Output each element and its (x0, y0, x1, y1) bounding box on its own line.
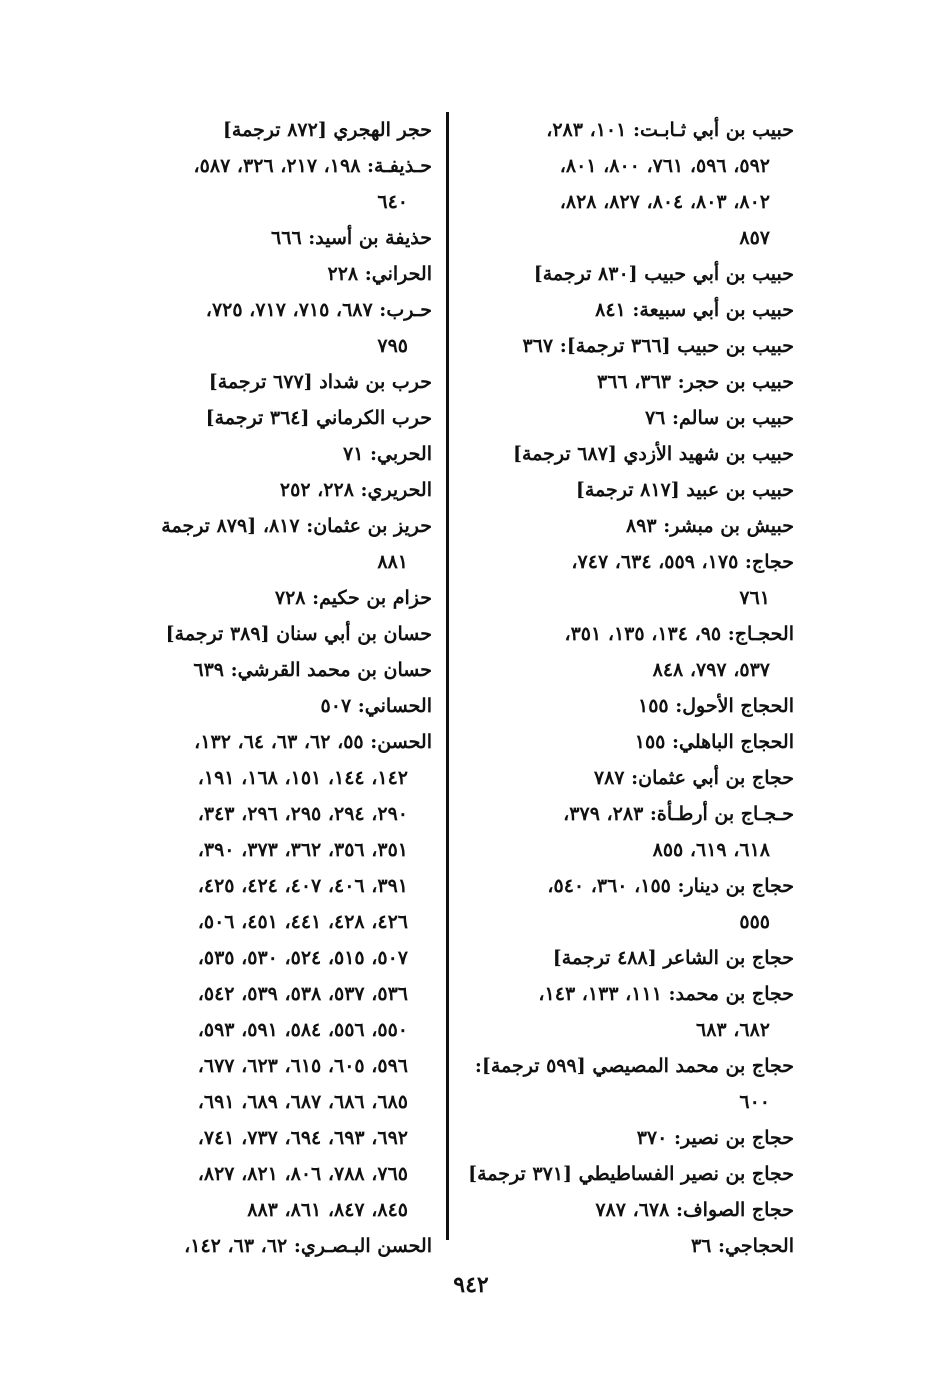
index-entry (464, 256, 794, 292)
index-entry-heading: حجاج بن نصير: ٣٧٠ (636, 1127, 794, 1149)
index-entry-continuation: ٦٨٥، ٦٨٦، ٦٨٧، ٦٨٩، ٦٩١، (197, 1091, 408, 1113)
index-entry-heading: حجاج بن محمد: ١١١، ١٣٣، ١٤٣، (538, 983, 794, 1005)
index-entry (464, 1156, 794, 1192)
index-entry-continuation: ٥٩٢، ٥٩٦، ٧٦١، ٨٠٠، ٨٠١، (559, 155, 770, 177)
index-entry (464, 976, 794, 1048)
index-entry (464, 508, 794, 544)
index-entry (464, 688, 794, 724)
index-entry-heading: حجاج بن أبي عثمان: ٧٨٧ (593, 767, 794, 789)
index-entry-heading: حبيب بن سالم: ٧٦ (644, 407, 794, 429)
index-entry (464, 796, 794, 868)
index-entry-heading: الحجاج الأحول: ١٥٥ (638, 695, 794, 717)
index-entry (464, 472, 794, 508)
index-entry (107, 1228, 432, 1264)
index-entry (464, 544, 794, 616)
index-entry-heading: الحسن البـصـري: ٦٢، ٦٣، ١٤٢، (184, 1235, 432, 1257)
index-entry (107, 472, 432, 508)
index-entry (107, 436, 432, 472)
index-entry-heading: حبيب بن أبي حبيب [٨٣٠ ترجمة] (533, 263, 794, 285)
index-entry-heading: الحجاج الباهلي: ١٥٥ (634, 731, 794, 753)
index-entry-heading: حجاج الصواف: ٦٧٨، ٧٨٧ (595, 1199, 794, 1221)
index-entry (107, 580, 432, 616)
index-entry-continuation: ٣٩١، ٤٠٦، ٤٠٧، ٤٢٤، ٤٢٥، (197, 875, 408, 897)
index-entry-heading: الحريري: ٢٢٨، ٢٥٢ (279, 479, 432, 501)
index-entry-continuation: ٧٦١ (739, 587, 770, 609)
index-entry-heading: حـرب: ٦٨٧، ٧١٥، ٧١٧، ٧٢٥، (205, 299, 432, 321)
index-entry-continuation: ٦٤٠ (377, 191, 408, 213)
index-entry (464, 760, 794, 796)
index-entry (464, 940, 794, 976)
index-entry (464, 328, 794, 364)
index-entry (107, 724, 432, 1228)
index-entry (107, 400, 432, 436)
index-entry (107, 148, 432, 220)
index-entry-heading: الحسن: ٥٥، ٦٢، ٦٣، ٦٤، ١٣٢، (194, 731, 432, 753)
page-number: ٩٤٢ (453, 1272, 489, 1298)
index-entry-heading: حجر الهجري [٨٧٢ ترجمة] (222, 119, 432, 141)
index-entry (107, 616, 432, 652)
index-entry-continuation: ٨٥٧ (739, 227, 770, 249)
index-entry-continuation: ٦٨٢، ٦٨٣ (696, 1019, 770, 1041)
index-entry (107, 688, 432, 724)
index-entry (464, 1228, 794, 1264)
index-entry-continuation: ١٤٢، ١٤٤، ١٥١، ١٦٨، ١٩١، (197, 767, 408, 789)
index-entry-heading: حجاج بن الشاعر [٤٨٨ ترجمة] (552, 947, 794, 969)
index-entry-heading: حرب بن شداد [٦٧٧ ترجمة] (208, 371, 432, 393)
index-entry-heading: الحربي: ٧١ (343, 443, 432, 465)
index-entry-heading: الحجـاج: ٩٥، ١٣٤، ١٣٥، ٣٥١، (564, 623, 794, 645)
index-entry-heading: حزام بن حكيم: ٧٢٨ (274, 587, 432, 609)
index-entry-heading: حجاج بن محمد المصيصي [٥٩٩ ترجمة]: (474, 1055, 794, 1077)
index-entry-heading: حجاج بن نصير الفساطيطي [٣٧١ ترجمة] (468, 1163, 794, 1185)
index-entry (464, 616, 794, 688)
index-entry-heading: حجاج بن دينار: ١٥٥، ٣٦٠، ٥٤٠، (547, 875, 794, 897)
index-entry (464, 400, 794, 436)
index-entry-continuation: ٥٥٥ (739, 911, 770, 933)
index-entry-continuation: ٨٠٢، ٨٠٣، ٨٠٤، ٨٢٧، ٨٢٨، (559, 191, 770, 213)
column-divider (446, 112, 449, 1240)
index-entry (107, 220, 432, 256)
index-entry-heading: الحساني: ٥٠٧ (320, 695, 432, 717)
index-entry (464, 868, 794, 940)
index-entry-continuation: ٧٩٥ (377, 335, 408, 357)
index-column-left (107, 112, 432, 1264)
index-entry-continuation: ٨٤٥، ٨٤٧، ٨٦١، ٨٨٣ (247, 1199, 408, 1221)
index-entry-continuation: ٥٥٠، ٥٥٦، ٥٨٤، ٥٩١، ٥٩٣، (197, 1019, 408, 1041)
index-entry-heading: حبيب بن حجر: ٣٦٣، ٣٦٦ (597, 371, 794, 393)
index-entry-continuation: ٨٨١ (377, 551, 408, 573)
index-entry (107, 652, 432, 688)
index-entry-heading: حـذيفـة: ١٩٨، ٢١٧، ٣٢٦، ٥٨٧، (193, 155, 432, 177)
index-entry-continuation: ٤٢٦، ٤٢٨، ٤٤١، ٤٥١، ٥٠٦، (197, 911, 408, 933)
index-entry-heading: حـجـاج بن أرطـأة: ٢٨٣، ٣٧٩، (563, 803, 794, 825)
index-entry (464, 292, 794, 328)
index-entry-continuation: ٧٦٥، ٧٨٨، ٨٠٦، ٨٢١، ٨٢٧، (197, 1163, 408, 1185)
index-column-right (464, 112, 794, 1264)
index-entry-continuation: ٦١٨، ٦١٩، ٨٥٥ (652, 839, 770, 861)
index-entry (464, 724, 794, 760)
index-entry (107, 508, 432, 580)
index-entry-heading: حجاج: ١٧٥، ٥٥٩، ٦٣٤، ٧٤٧، (571, 551, 794, 573)
index-entry-heading: حبيب بن شهيد الأزدي [٦٨٧ ترجمة] (513, 443, 794, 465)
index-entry-heading: الحراني: ٢٢٨ (327, 263, 432, 285)
index-entry-continuation: ٦٠٠ (739, 1091, 770, 1113)
index-entry-continuation: ٥٠٧، ٥١٥، ٥٢٤، ٥٣٠، ٥٣٥، (197, 947, 408, 969)
index-entry (464, 436, 794, 472)
index-entry-heading: حبيش بن مبشر: ٨٩٣ (625, 515, 794, 537)
index-entry (464, 1120, 794, 1156)
index-entry (107, 364, 432, 400)
index-entry (464, 1192, 794, 1228)
index-entry-continuation: ٥٩٦، ٦٠٥، ٦١٥، ٦٢٣، ٦٧٧، (197, 1055, 408, 1077)
index-entry-heading: حذيفة بن أسيد: ٦٦٦ (271, 227, 432, 249)
index-entry (107, 256, 432, 292)
index-entry-heading: حسان بن محمد القرشي: ٦٣٩ (193, 659, 432, 681)
index-entry (107, 112, 432, 148)
index-entry-continuation: ٣٥١، ٣٥٦، ٣٦٢، ٣٧٣، ٣٩٠، (197, 839, 408, 861)
index-entry-heading: حسان بن أبي سنان [٣٨٩ ترجمة] (165, 623, 432, 645)
index-entry-continuation: ٥٣٧، ٧٩٧، ٨٤٨ (652, 659, 770, 681)
index-entry-heading: حبيب بن عبيد [٨١٧ ترجمة] (575, 479, 794, 501)
index-entry (464, 112, 794, 256)
index-entry-heading: حريز بن عثمان: ٨١٧، [٨٧٩ ترجمة (161, 515, 432, 537)
index-entry (464, 1048, 794, 1120)
index-entry-continuation: ٥٣٦، ٥٣٧، ٥٣٨، ٥٣٩، ٥٤٢، (197, 983, 408, 1005)
index-entry (107, 292, 432, 364)
index-entry-heading: حبيب بن أبي سبيعة: ٨٤١ (595, 299, 794, 321)
index-entry-heading: حبيب بن أبي ثـابـت: ١٠١، ٢٨٣، (546, 119, 794, 141)
index-entry-continuation: ٢٩٠، ٢٩٤، ٢٩٥، ٢٩٦، ٣٤٣، (197, 803, 408, 825)
index-entry-continuation: ٦٩٢، ٦٩٣، ٦٩٤، ٧٣٧، ٧٤١، (197, 1127, 408, 1149)
index-entry-heading: حرب الكرماني [٣٦٤ ترجمة] (205, 407, 432, 429)
index-entry-heading: حبيب بن حبيب [٣٦٦ ترجمة]: ٣٦٧ (522, 335, 794, 357)
index-entry-heading: الحجاجي: ٣٦ (690, 1235, 794, 1257)
index-entry (464, 364, 794, 400)
